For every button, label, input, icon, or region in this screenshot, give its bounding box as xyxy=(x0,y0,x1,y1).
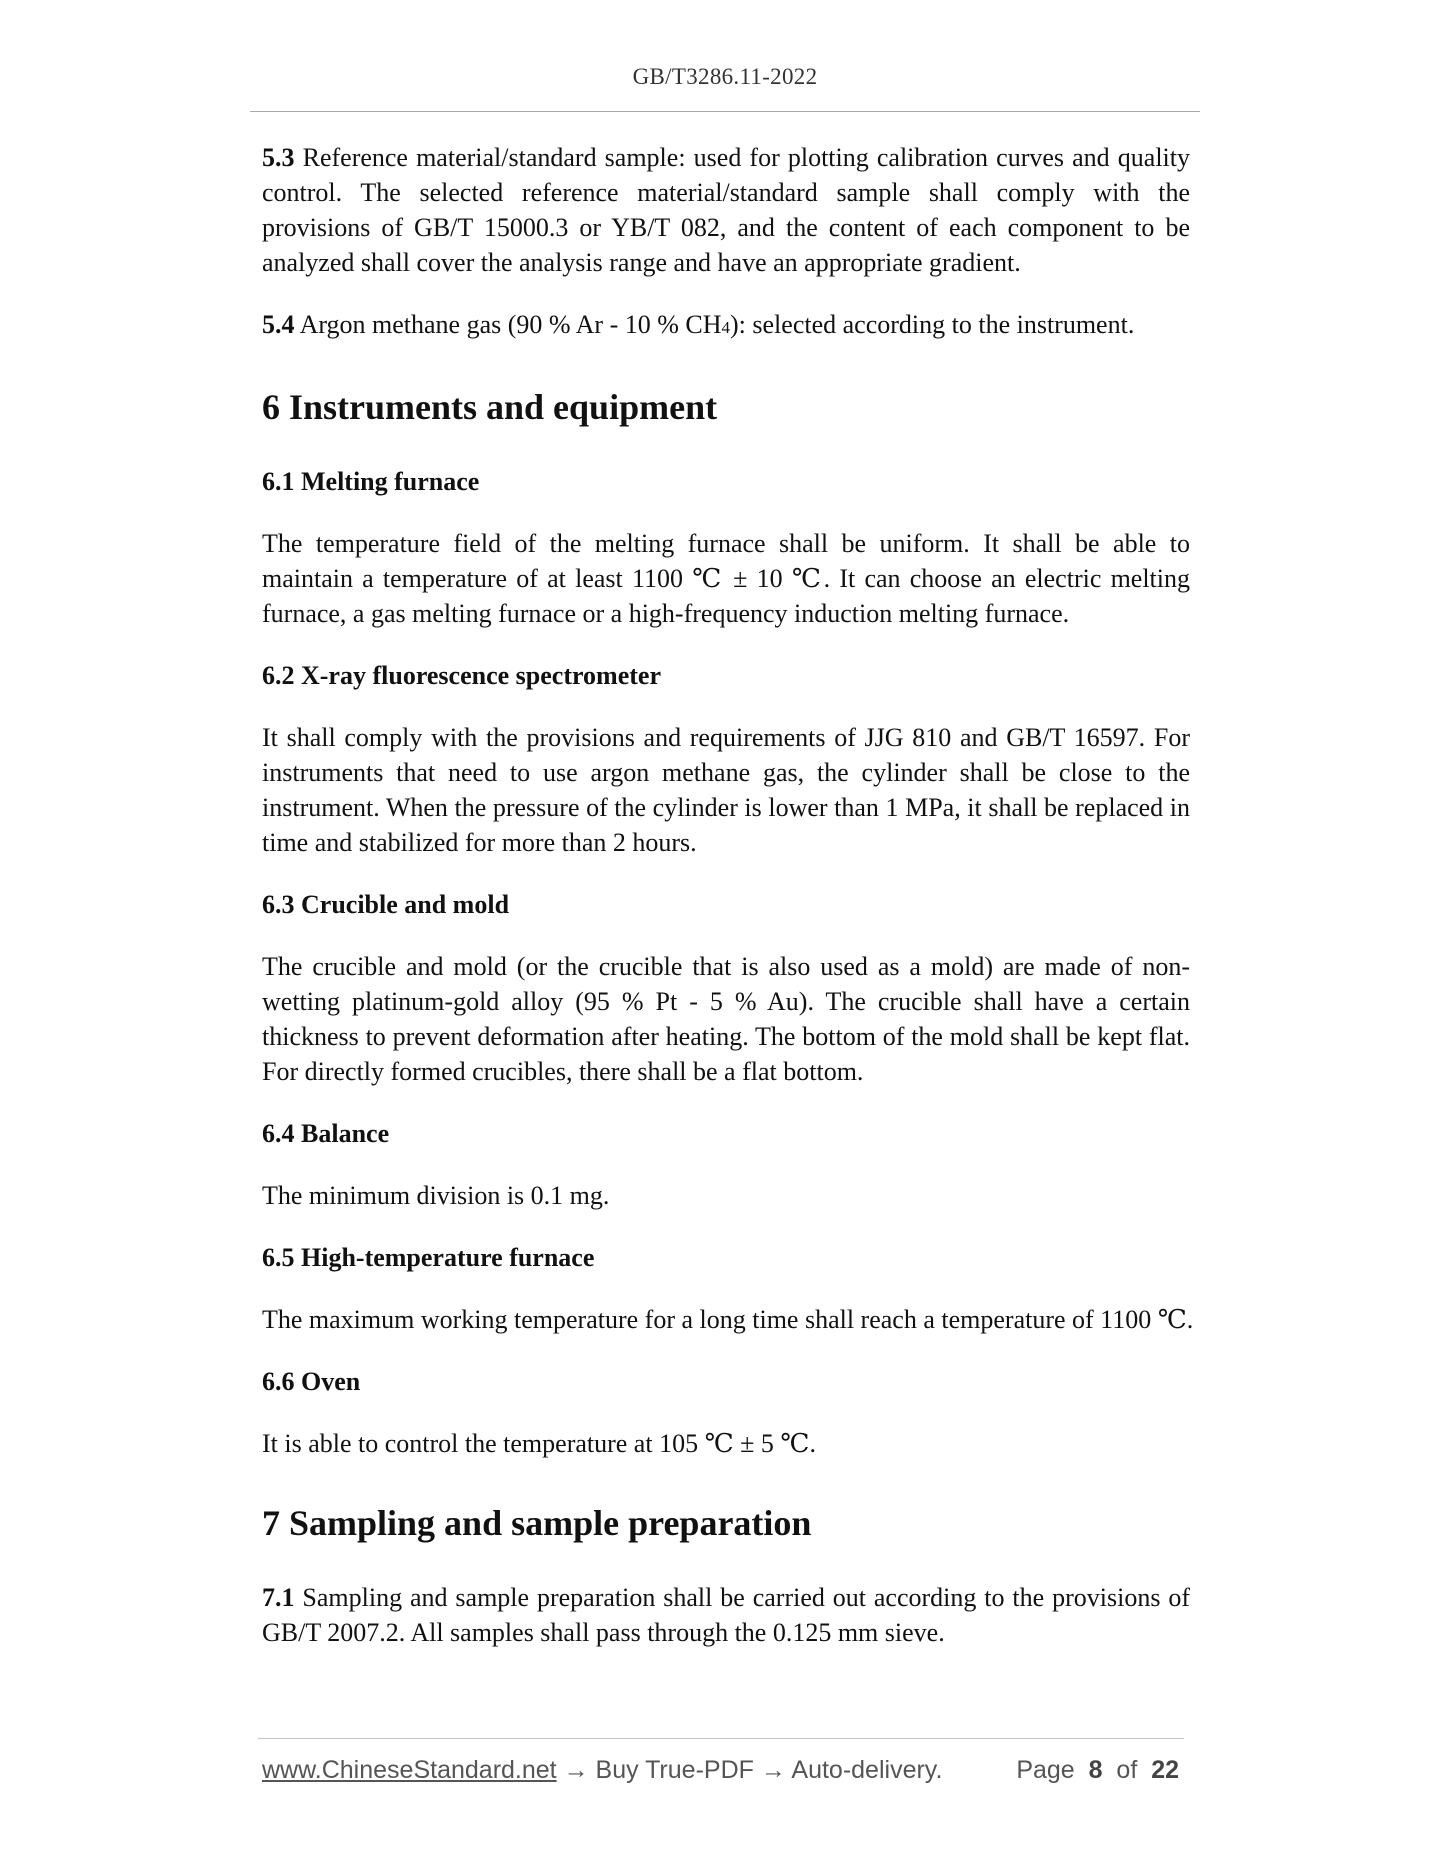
clause-text: Argon methane gas (90 % Ar - 10 % CH xyxy=(294,310,722,339)
footer-divider xyxy=(258,1738,1184,1739)
subsection-text-6-2: It shall comply with the provisions and requirements of JJG 810 and GB/T 16597. For instruments that need to use argon methane gas, the cylinder shall be close to the instrument. When the pressure of the cylinder is lower than 1 MPa, it shall be replaced in time and stabilized for more than 2 hours. xyxy=(262,723,1190,857)
clause-5-4 xyxy=(262,307,1190,345)
subsection-text-6-4: The minimum division is 0.1 mg. xyxy=(262,1181,610,1210)
section-heading-7: 7 Sampling and sample preparation xyxy=(262,1503,812,1543)
subsection-text-6-6: It is able to control the temperature at 105 ℃ ± 5 ℃. xyxy=(262,1429,817,1458)
footer-tagline: → Buy True-PDF → Auto-delivery. xyxy=(556,1756,943,1784)
subsection-heading-6-4: 6.4 Balance xyxy=(262,1119,390,1148)
subsection-heading-6-3: 6.3 Crucible and mold xyxy=(262,890,510,919)
subsection-text-6-5: The maximum working temperature for a long time shall reach a temperature of 1100 ℃. xyxy=(262,1305,1194,1334)
subsection-heading-6-6: 6.6 Oven xyxy=(262,1367,361,1396)
current-page-number: 8 xyxy=(1088,1756,1103,1784)
subsection-heading-6-1: 6.1 Melting furnace xyxy=(262,467,480,496)
subsection-text-6-1: The temperature field of the melting furnace shall be uniform. It shall be able to maintain a temperature of at least 1100 ℃ ± 10 ℃. It can choose an electric melting furnace, a gas melting furnace or a high-frequency induction melting furnace. xyxy=(262,529,1190,628)
header-divider xyxy=(250,111,1200,112)
clause-7-1 xyxy=(262,1580,1190,1650)
page-footer xyxy=(262,1756,1184,1785)
subscript: 4 xyxy=(721,318,731,337)
section-heading-6: 6 Instruments and equipment xyxy=(262,387,718,427)
subsection-text-6-3: The crucible and mold (or the crucible that is also used as a mold) are made of non-wetting platinum-gold alloy (95 % Pt - 5 % Au). The crucible shall have a certain thickness to prevent deformation after heating. The bottom of the mold shall be kept flat. For directly formed crucibles, there shall be a flat bottom. xyxy=(262,952,1190,1086)
page-indicator xyxy=(1016,1756,1179,1785)
subsection-heading-6-5: 6.5 High-temperature furnace xyxy=(262,1243,595,1272)
clause-text-end: ): selected according to the instrument. xyxy=(730,310,1135,339)
clause-text: Reference material/standard sample: used for plotting calibration curves and quality control. The selected reference material/standard sample shall comply with the provisions of GB/T 15000.3 or YB/T 082, and the content of each component to be analyzed shall cover the analysis range and have an appropriate gradient. xyxy=(262,143,1190,277)
page-of-label: of xyxy=(1116,1756,1138,1784)
clause-number: 5.3 xyxy=(262,143,295,172)
page-label: Page xyxy=(1016,1756,1075,1784)
clause-number: 7.1 xyxy=(262,1583,295,1612)
total-pages-number: 22 xyxy=(1151,1756,1179,1784)
document-id-header: GB/T3286.11-2022 xyxy=(632,64,818,89)
page-body xyxy=(262,140,1194,1677)
clause-text: Sampling and sample preparation shall be carried out according to the provisions of GB/T 2007.2. All samples shall pass through the 0.125 mm sieve. xyxy=(262,1583,1190,1647)
subsection-heading-6-2: 6.2 X-ray fluorescence spectrometer xyxy=(262,661,661,690)
clause-5-3 xyxy=(262,140,1190,280)
clause-number: 5.4 xyxy=(262,310,295,339)
website-link[interactable]: www.ChineseStandard.net xyxy=(262,1756,557,1784)
